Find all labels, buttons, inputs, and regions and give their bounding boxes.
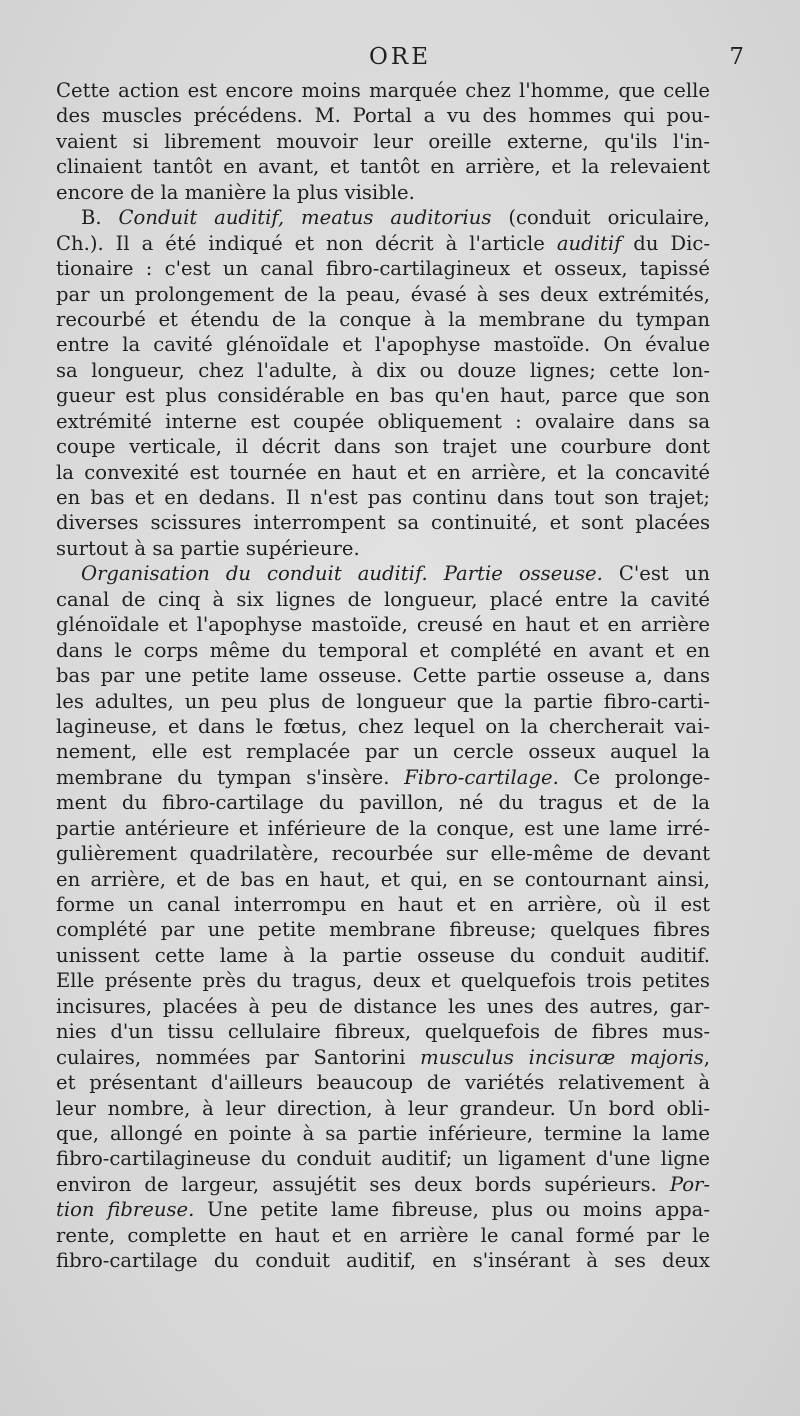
- italic-text-segment: musculus incisuræ majoris: [420, 1045, 704, 1069]
- text-segment: partie antérieure et inférieure de la conque, est une lame irré-: [56, 816, 710, 840]
- text-line: [56, 1223, 710, 1248]
- text-line: [56, 739, 710, 764]
- text-line: [56, 968, 710, 993]
- text-segment: des muscles précédens. M. Portal a vu des hommes qui pou-: [56, 104, 710, 128]
- text-line: [56, 587, 710, 612]
- text-segment: ment du fibro-cartilage du pavillon, né du tragus et de la: [56, 791, 710, 815]
- text-segment: C'est un: [602, 562, 710, 586]
- text-segment: membrane du tympan s'insère.: [56, 765, 405, 789]
- text-line: [56, 460, 710, 485]
- text-line: [56, 612, 710, 637]
- text-segment: fibro-cartilage du conduit auditif, en s'insérant à ses deux: [56, 1249, 710, 1273]
- text-line: [56, 129, 710, 154]
- text-line: [56, 1045, 710, 1070]
- text-line: [56, 892, 710, 917]
- text-segment: du Dic-: [621, 231, 710, 255]
- text-segment: leur nombre, à leur direction, à leur grandeur. Un bord obli-: [56, 1096, 710, 1120]
- text-segment: en arrière, et de bas en haut, et qui, en se contournant ainsi,: [56, 867, 710, 891]
- text-segment: diverses scissures interrompent sa continuité, et sont placées: [56, 511, 710, 535]
- text-line: [56, 180, 710, 205]
- text-segment: sa longueur, chez l'adulte, à dix ou douze lignes; cette lon-: [56, 358, 710, 382]
- text-line: [56, 78, 710, 103]
- text-line: [56, 765, 710, 790]
- text-segment: entre la cavité glénoïdale et l'apophyse mastoïde. On évalue: [56, 333, 710, 357]
- text-segment: forme un canal interrompu en haut et en arrière, où il est: [56, 893, 710, 916]
- text-segment: coupe verticale, il décrit dans son trajet une courbure dont: [56, 435, 710, 459]
- italic-text-segment: Conduit auditif, meatus auditorius: [118, 206, 492, 230]
- text-segment: et présentant d'ailleurs beaucoup de variétés relativement à: [56, 1071, 710, 1095]
- text-line: [56, 1070, 710, 1095]
- text-segment: nies d'un tissu cellulaire fibreux, quelquefois de fibres mus-: [56, 1020, 710, 1044]
- text-line: [56, 816, 710, 841]
- text-segment: gueur est plus considérable en bas qu'en haut, parce que son: [56, 384, 710, 408]
- italic-text-segment: Fibro-cartilage.: [404, 765, 559, 789]
- text-line: [56, 409, 710, 434]
- text-line: [56, 841, 710, 866]
- text-line: [56, 943, 710, 968]
- text-line: [56, 994, 710, 1019]
- text-line: [56, 638, 710, 663]
- text-line: [56, 1172, 710, 1197]
- text-line: [56, 485, 710, 510]
- text-segment: surtout à sa partie supérieure.: [56, 536, 360, 560]
- text-segment: fibro-cartilagineuse du conduit auditif; un ligament d'une ligne: [56, 1147, 710, 1171]
- text-line: [56, 307, 710, 332]
- text-line: [56, 1121, 710, 1146]
- text-line: [56, 1096, 710, 1121]
- text-segment: Ce prolonge-: [558, 765, 710, 789]
- text-line: [56, 867, 710, 892]
- text-line: [56, 689, 710, 714]
- text-line: [56, 1248, 710, 1273]
- text-segment: clinaient tantôt en avant, et tantôt en arrière, et la relevaient: [56, 155, 710, 179]
- text-line: [56, 1019, 710, 1044]
- italic-text-segment: Por-: [669, 1172, 710, 1196]
- text-segment: recourbé et étendu de la conque à la membrane du tympan: [56, 307, 710, 331]
- text-segment: incisures, placées à peu de distance les unes des autres, gar-: [56, 994, 710, 1018]
- running-head: ORE: [369, 44, 431, 70]
- text-segment: culaires, nommées par Santorini: [56, 1045, 421, 1069]
- text-segment: canal de cinq à six lignes de longueur, placé entre la cavité: [56, 587, 710, 611]
- text-segment: glénoïdale et l'apophyse mastoïde, creusé en haut et en arrière: [56, 613, 710, 637]
- text-line: [56, 231, 710, 256]
- text-segment: tionaire : c'est un canal fibro-cartilagineux et osseux, tapissé: [56, 257, 710, 281]
- text-segment: ,: [703, 1045, 710, 1069]
- text-segment: vaient si librement mouvoir leur oreille externe, qu'ils l'in-: [56, 129, 710, 153]
- text-line: [56, 434, 710, 459]
- italic-text-segment: tion fibreuse.: [56, 1198, 195, 1222]
- text-line: [56, 358, 710, 383]
- text-line: [56, 790, 710, 815]
- text-segment: rente, complette en haut et en arrière le canal formé par le: [56, 1223, 710, 1247]
- text-segment: extrémité interne est coupée obliquement : ovalaire dans sa: [56, 409, 710, 433]
- text-segment: en bas et en dedans. Il n'est pas continu dans tout son trajet;: [56, 486, 710, 509]
- italic-text-segment: Organisation du conduit auditif. Partie osseuse.: [81, 562, 603, 586]
- text-segment: encore de la manière la plus visible.: [56, 180, 415, 204]
- text-line: [56, 256, 710, 281]
- text-segment: par un prolongement de la peau, évasé à ses deux extrémités,: [56, 282, 710, 306]
- text-segment: environ de largeur, assujétit ses deux bords supérieurs.: [56, 1172, 670, 1196]
- text-segment: unissent cette lame à la partie osseuse du conduit auditif.: [56, 943, 710, 967]
- text-line: [56, 154, 710, 179]
- text-segment: bas par une petite lame osseuse. Cette partie osseuse a, dans: [56, 664, 710, 688]
- text-segment: (conduit oriculaire,: [491, 206, 711, 230]
- text-segment: que, allongé en pointe à sa partie inférieure, termine la lame: [56, 1121, 710, 1145]
- text-line: [56, 205, 710, 230]
- text-segment: la convexité est tournée en haut et en arrière, et la concavité: [56, 460, 710, 484]
- text-segment: nement, elle est remplacée par un cercle osseux auquel la: [56, 740, 710, 764]
- text-segment: Ch.). Il a été indiqué et non décrit à l'article: [56, 231, 557, 255]
- text-segment: lagineuse, et dans le fœtus, chez lequel on la chercherait vai-: [56, 714, 710, 738]
- text-line: [56, 510, 710, 535]
- text-line: [56, 714, 710, 739]
- text-segment: Elle présente près du tragus, deux et quelquefois trois petites: [56, 969, 710, 993]
- text-segment: les adultes, un peu plus de longueur que la partie fibro-carti-: [56, 689, 710, 713]
- text-line: [56, 103, 710, 128]
- text-line: [56, 1197, 710, 1222]
- text-line: [56, 1146, 710, 1171]
- text-line: [56, 561, 710, 586]
- page-number: 7: [729, 44, 744, 70]
- text-line: [56, 332, 710, 357]
- text-segment: gulièrement quadrilatère, recourbée sur elle-même de devant: [56, 842, 710, 866]
- text-segment: Cette action est encore moins marquée chez l'homme, que celle: [56, 79, 710, 102]
- text-segment: complété par une petite membrane fibreuse; quelques fibres: [56, 918, 710, 942]
- text-segment: dans le corps même du temporal et complété en avant et en: [56, 638, 710, 662]
- text-segment: Une petite lame fibreuse, plus ou moins appa-: [194, 1198, 710, 1222]
- text-line: [56, 663, 710, 688]
- text-line: [56, 917, 710, 942]
- text-segment: B.: [81, 206, 119, 230]
- text-line: [56, 383, 710, 408]
- text-line: [56, 282, 710, 307]
- page-header: [0, 44, 800, 78]
- italic-text-segment: auditif: [556, 231, 622, 255]
- body-text: [56, 78, 710, 1274]
- text-line: [56, 536, 710, 561]
